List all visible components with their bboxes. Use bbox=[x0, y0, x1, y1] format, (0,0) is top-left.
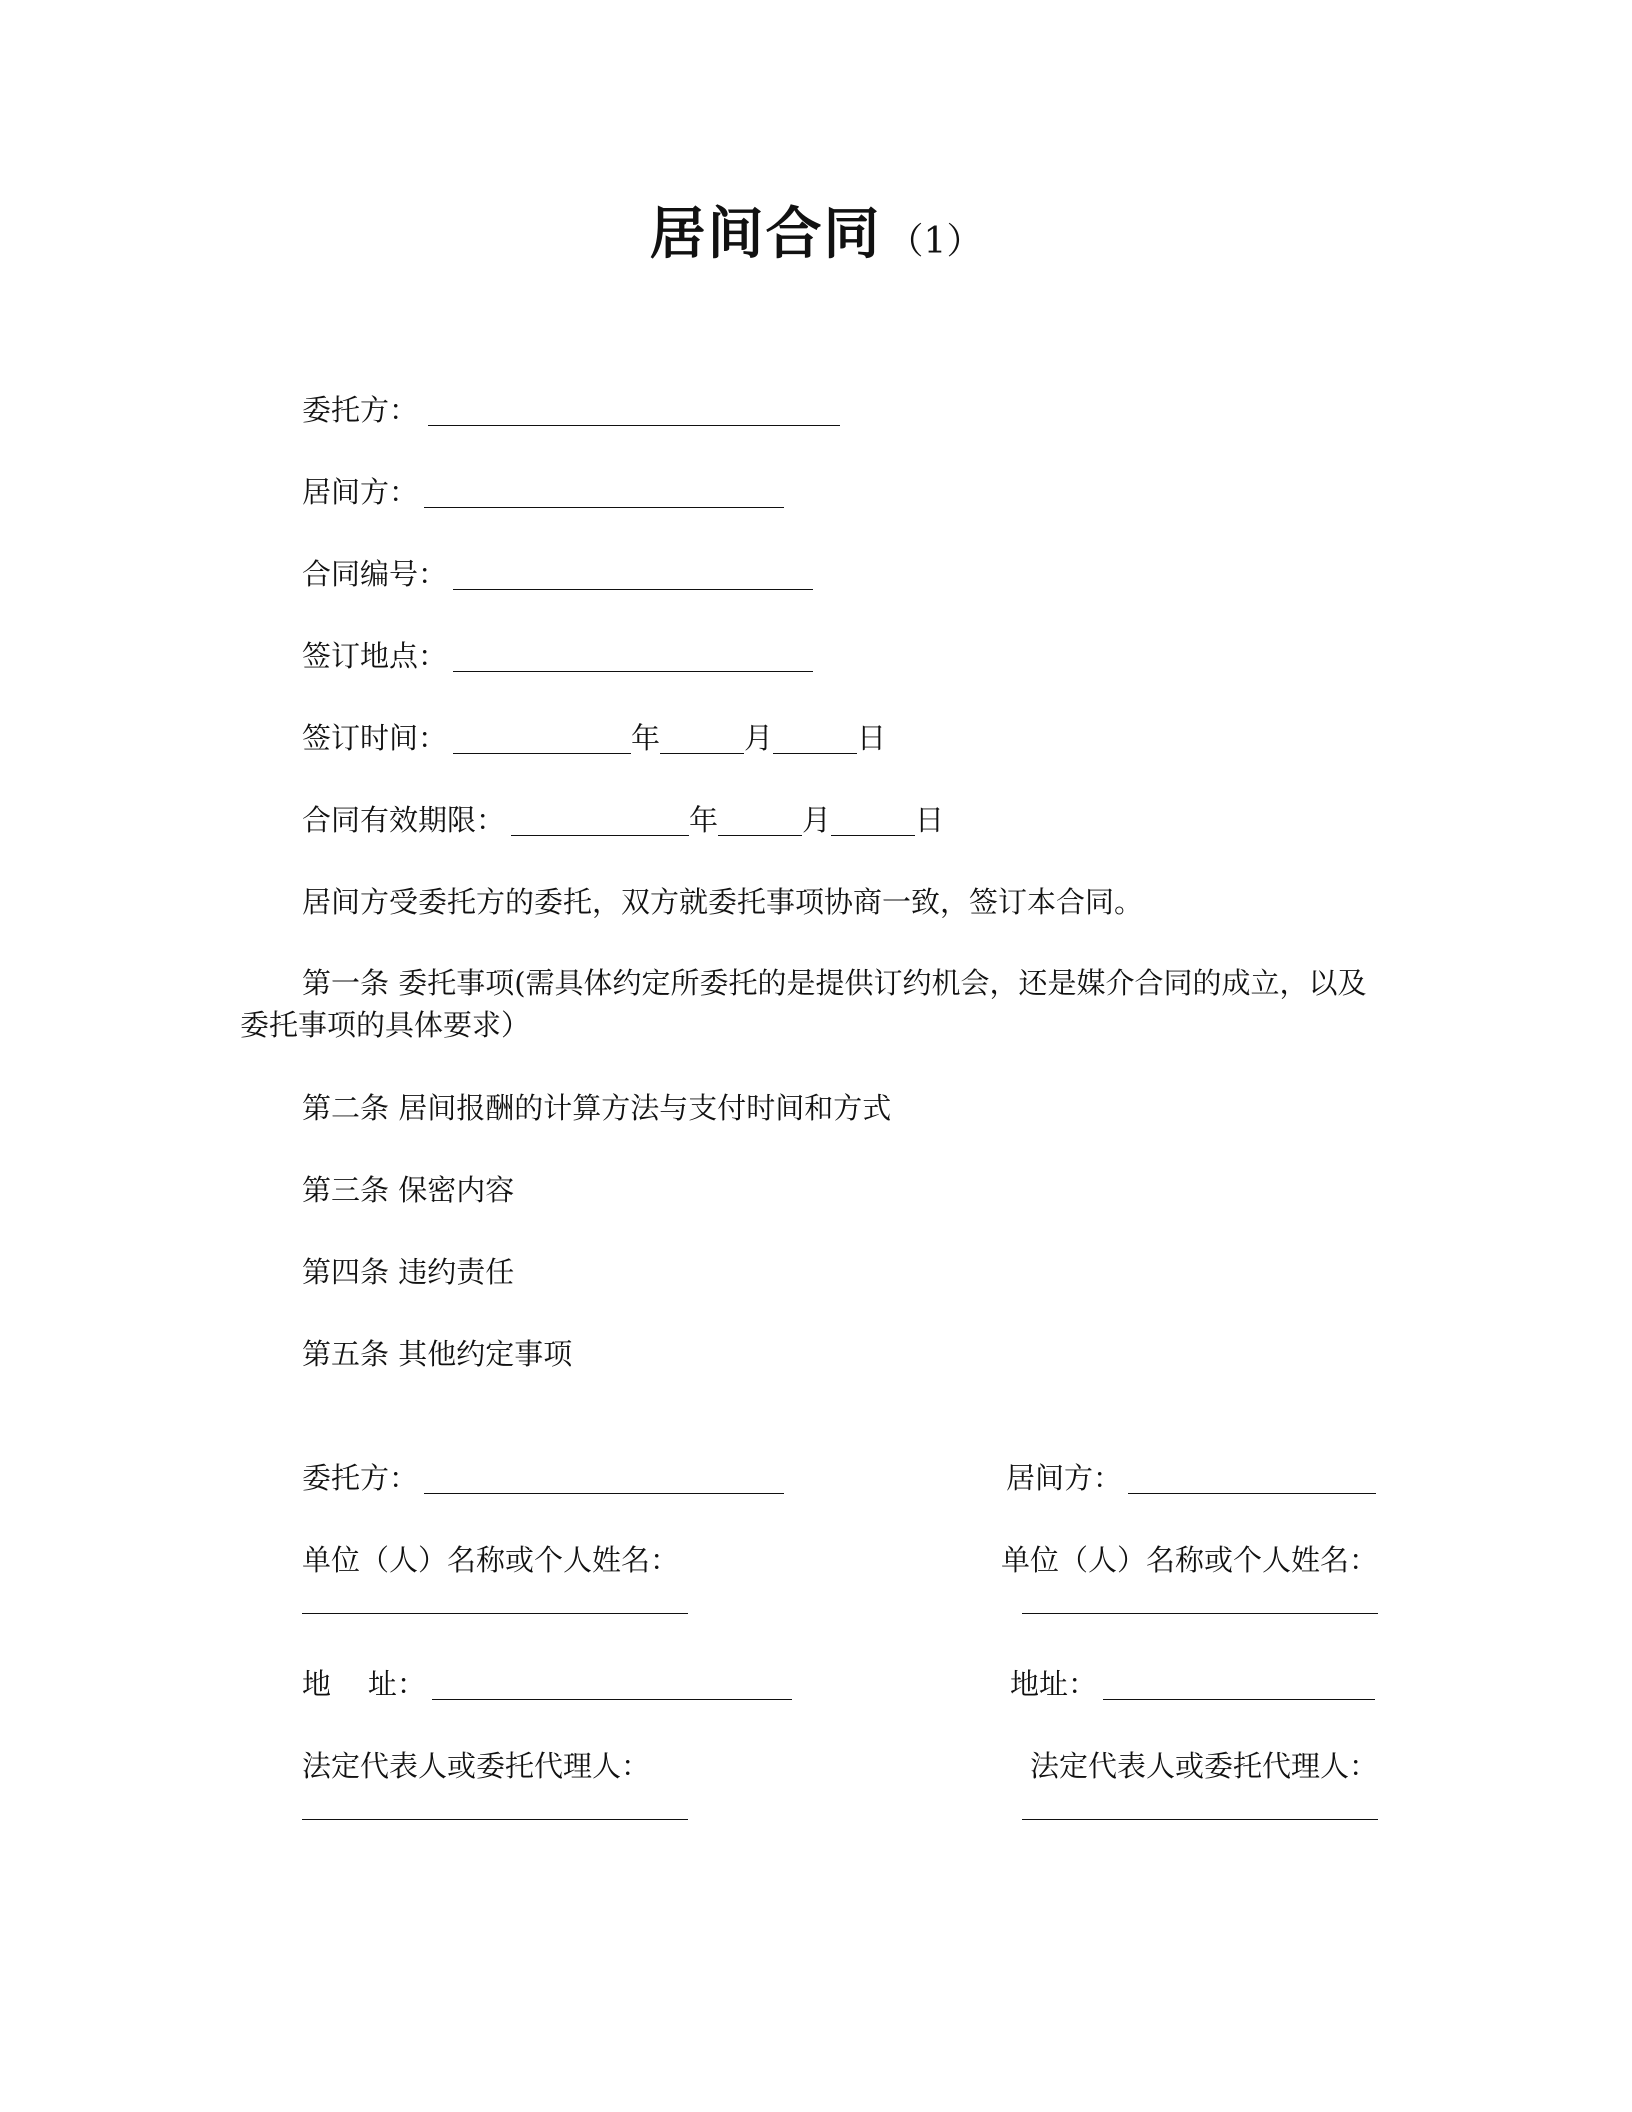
client-label: 委托方： bbox=[302, 393, 419, 427]
sig-right-name-blank[interactable] bbox=[1022, 1613, 1378, 1614]
contract-no-blank[interactable] bbox=[453, 559, 813, 590]
sign-time-label: 签订时间： bbox=[302, 721, 448, 755]
article-5: 第五条 其他约定事项 bbox=[302, 1337, 573, 1371]
validity-label: 合同有效期限： bbox=[302, 803, 506, 837]
sign-place-field bbox=[302, 636, 813, 676]
title-number: （1） bbox=[887, 221, 983, 262]
sig-left-party-blank[interactable] bbox=[424, 1463, 784, 1494]
client-field bbox=[302, 390, 840, 430]
sig-left-party-label: 委托方： bbox=[302, 1461, 419, 1495]
validity-year-blank[interactable] bbox=[511, 805, 689, 836]
validity-day-blank[interactable] bbox=[831, 805, 915, 836]
contract-no-field bbox=[302, 554, 813, 594]
sig-left-address bbox=[302, 1664, 792, 1704]
contract-no-label: 合同编号： bbox=[302, 557, 448, 591]
sig-right-address-label: 地址： bbox=[1010, 1667, 1098, 1701]
sig-right-rep-label: 法定代表人或委托代理人： bbox=[1029, 1749, 1378, 1783]
broker-blank[interactable] bbox=[424, 477, 784, 508]
sign-year-label: 年 bbox=[631, 721, 661, 755]
sig-right-address-blank[interactable] bbox=[1103, 1669, 1375, 1700]
sign-year-blank[interactable] bbox=[453, 723, 631, 754]
validity-month-blank[interactable] bbox=[718, 805, 802, 836]
sig-left-address-blank[interactable] bbox=[432, 1669, 792, 1700]
sign-month-label: 月 bbox=[744, 721, 774, 755]
sign-place-label: 签订地点： bbox=[302, 639, 448, 673]
sig-left-rep-label: 法定代表人或委托代理人： bbox=[302, 1749, 651, 1783]
broker-field bbox=[302, 472, 784, 512]
sig-left-name-blank[interactable] bbox=[302, 1613, 688, 1614]
sig-left-name-label: 单位（人）名称或个人姓名： bbox=[302, 1543, 680, 1577]
broker-label: 居间方： bbox=[302, 475, 419, 509]
sig-right-address bbox=[1010, 1664, 1375, 1704]
sig-left-party bbox=[302, 1458, 784, 1498]
validity-month-label: 月 bbox=[802, 803, 832, 837]
sig-right-party-label: 居间方： bbox=[1006, 1461, 1123, 1495]
article-4: 第四条 违约责任 bbox=[302, 1255, 515, 1289]
validity-day-label: 日 bbox=[915, 803, 945, 837]
sig-right-party bbox=[1006, 1458, 1376, 1498]
sign-place-blank[interactable] bbox=[453, 641, 813, 672]
validity-year-label: 年 bbox=[689, 803, 719, 837]
article-3: 第三条 保密内容 bbox=[302, 1173, 515, 1207]
sig-left-rep-blank[interactable] bbox=[302, 1819, 688, 1820]
sig-left-address-label: 地 址： bbox=[302, 1667, 426, 1701]
sign-day-blank[interactable] bbox=[773, 723, 857, 754]
client-blank[interactable] bbox=[428, 395, 840, 426]
validity-field bbox=[302, 800, 944, 840]
document-title bbox=[0, 190, 1632, 270]
sign-time-field bbox=[302, 718, 886, 758]
sign-day-label: 日 bbox=[857, 721, 887, 755]
article-2: 第二条 居间报酬的计算方法与支付时间和方式 bbox=[302, 1091, 892, 1125]
sig-right-party-blank[interactable] bbox=[1128, 1463, 1376, 1494]
title-main: 居间合同 bbox=[649, 202, 882, 267]
sign-month-blank[interactable] bbox=[660, 723, 744, 754]
preamble: 居间方受委托方的委托，双方就委托事项协商一致，签订本合同。 bbox=[302, 885, 1144, 919]
sig-right-rep-blank[interactable] bbox=[1022, 1819, 1378, 1820]
article-1: 第一条 委托事项(需具体约定所委托的是提供订约机会，还是媒介合同的成立，以及委托事项的具体要求） bbox=[240, 966, 1367, 1042]
sig-right-name-label: 单位（人）名称或个人姓名： bbox=[1000, 1543, 1378, 1577]
